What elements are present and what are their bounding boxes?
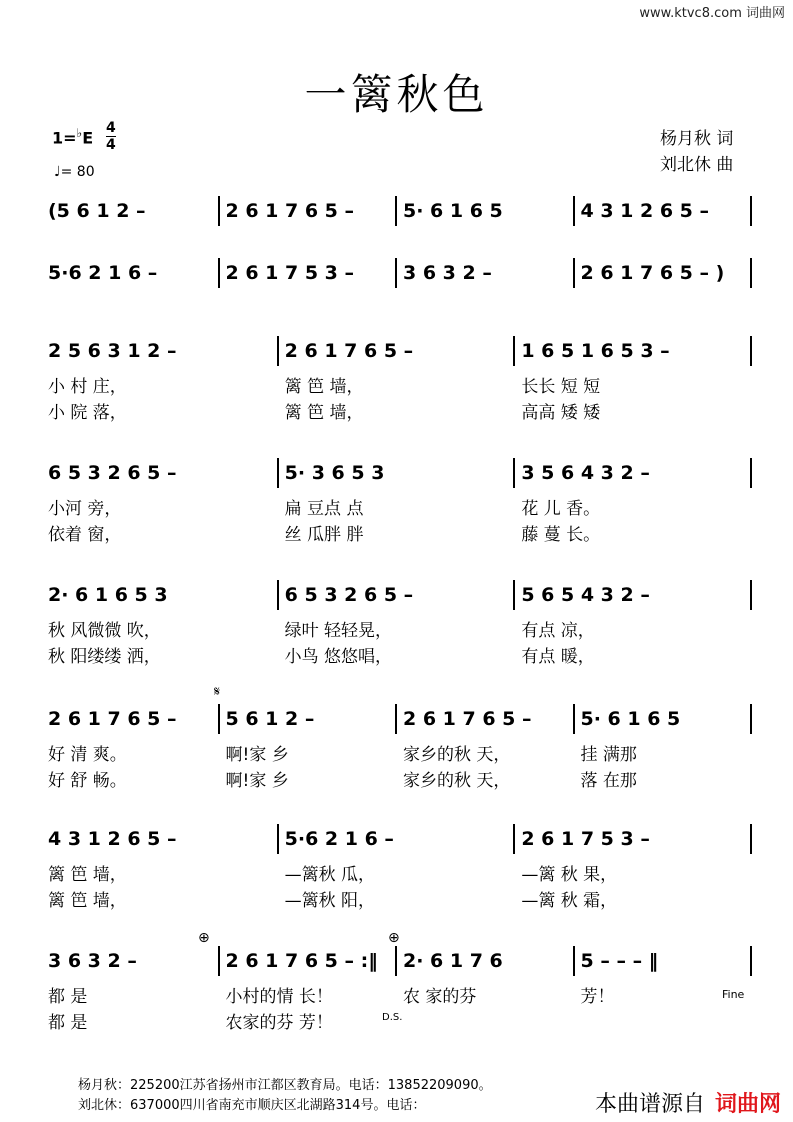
lyric-segment: 挂 满那 [580, 745, 637, 765]
lyric-segment: 篱 笆 墙， [284, 377, 364, 397]
source-credit [595, 1087, 781, 1118]
key-flat: ♭ [76, 126, 83, 140]
measure: 2 6 1 7 5 3 – [521, 828, 650, 850]
lyric-segment: 扁 豆点 点 [284, 499, 364, 519]
lyric-segment: 篱 笆 墙， [48, 891, 127, 911]
lyric-segment: 好 清 爽。 [48, 745, 127, 765]
measure: 5 6 5 4 3 2 – [521, 584, 650, 606]
notes-row [40, 704, 760, 734]
notes-row [40, 196, 760, 226]
lyric-segment: 秋 阳缕缕 洒， [48, 647, 161, 667]
song-title: 一篱秋色 [304, 70, 489, 119]
measure: 2 6 1 7 6 5 – [48, 708, 177, 730]
notes-row [40, 824, 760, 854]
bar-line [218, 196, 220, 226]
key-signature [52, 126, 93, 147]
bar-line [395, 196, 397, 226]
measure: 4 3 1 2 6 5 – [580, 200, 710, 222]
notes-row [40, 458, 760, 488]
measure: 2 6 1 7 6 5 – [284, 340, 414, 362]
bar-line [513, 458, 515, 488]
lyric-segment: 好 舒 畅。 [48, 771, 127, 791]
lyric-segment: —篱秋 阳， [284, 891, 376, 911]
lyric-segment: 都 是 [48, 1013, 88, 1033]
lyric-segment: 啊!家 乡 [225, 771, 289, 791]
bar-line [750, 196, 752, 226]
lyric-segment: —篱 秋 霜， [521, 891, 618, 911]
notes-row [40, 258, 760, 288]
bar-line [218, 946, 220, 976]
bar-line [395, 258, 397, 288]
lyric-segment: 落 在那 [580, 771, 637, 791]
bar-line [513, 580, 515, 610]
source-text: 本曲谱源自 [594, 1092, 705, 1117]
measure: 5· 6 1 6 5 [580, 708, 681, 730]
bar-line [750, 824, 752, 854]
lyric-segment: 高高 矮 矮 [521, 403, 601, 423]
site-watermark: www.ktvc8.com 词曲网 [639, 6, 785, 21]
footer-lyricist-address: 杨月秋：225200江苏省扬州市江都区教育局。电话：13852209090。 [78, 1078, 492, 1093]
bar-line [277, 336, 279, 366]
lyric-segment: 有点 暖， [521, 647, 595, 667]
bar-line [573, 704, 575, 734]
measure: 5 – – – ‖ [580, 950, 659, 972]
measure: 2 6 1 7 6 5 – :‖ [225, 950, 378, 972]
lyric-segment: 家乡的秋 天， [403, 745, 511, 765]
lyric-segment: 有点 凉， [521, 621, 595, 641]
lyric-segment: —篱 秋 果， [521, 865, 618, 885]
lyric-segment: 篱 笆 墙， [284, 403, 364, 423]
bar-line [277, 580, 279, 610]
source-site: 词曲网 [714, 1092, 781, 1117]
bar-line [513, 336, 515, 366]
lyric-segment: 秋 风微微 吹， [48, 621, 161, 641]
measure: 5· 3 6 5 3 [284, 462, 385, 484]
bar-line [750, 458, 752, 488]
lyric-segment: 花 儿 香。 [521, 499, 601, 519]
key-note: E [82, 128, 94, 148]
segno-sign: 𝄋 [214, 684, 221, 700]
coda-sign-1: ⊕ [198, 930, 210, 946]
bar-line [277, 458, 279, 488]
measure: 5·6 2 1 6 – [284, 828, 394, 850]
lyric-segment: 藤 蔓 长。 [521, 525, 601, 545]
lyric-segment: 农 家的芬 [403, 987, 477, 1007]
lyric-segment: 啊!家 乡 [225, 745, 289, 765]
bar-line [218, 258, 220, 288]
bar-line [750, 258, 752, 288]
bar-line [218, 704, 220, 734]
measure: 2 6 1 7 6 5 – [225, 200, 355, 222]
lyric-segment: 芳！ [580, 987, 615, 1007]
lyric-segment: 小 村 庄， [48, 377, 127, 397]
bar-line [750, 580, 752, 610]
measure: 2· 6 1 7 6 [403, 950, 503, 972]
measure: (5 6 1 2 – [48, 200, 146, 222]
fine-mark: Fine [722, 988, 745, 1001]
lyricist-credit: 杨月秋 词 [660, 129, 734, 149]
lyric-segment: 都 是 [48, 987, 88, 1007]
time-signature [106, 120, 116, 153]
lyric-segment: 绿叶 轻轻晃， [284, 621, 393, 641]
tempo-mark: ♩= 80 [54, 164, 95, 180]
bar-line [395, 704, 397, 734]
bar-line [573, 196, 575, 226]
lyric-segment: 依着 窗， [48, 525, 122, 545]
bar-line [750, 336, 752, 366]
meter-top: 4 [106, 120, 116, 136]
bar-line [573, 946, 575, 976]
measure: 6 5 3 2 6 5 – [284, 584, 414, 606]
bar-line [513, 824, 515, 854]
measure: 5·6 2 1 6 – [48, 262, 158, 284]
bar-line [573, 258, 575, 288]
lyric-segment: 长长 短 短 [521, 377, 601, 397]
meter-bottom: 4 [106, 137, 116, 153]
measure: 5 6 1 2 – [225, 708, 315, 730]
measure: 2 6 1 7 6 5 – [403, 708, 532, 730]
coda-sign-2: ⊕ [388, 930, 400, 946]
measure: 2 6 1 7 6 5 – ) [580, 262, 725, 284]
measure: 3 6 3 2 – [48, 950, 137, 972]
notes-row [40, 336, 760, 366]
measure: 5· 6 1 6 5 [403, 200, 503, 222]
bar-line [395, 946, 397, 976]
measure: 2 5 6 3 1 2 – [48, 340, 177, 362]
key-prefix: 1= [52, 128, 77, 148]
measure: 3 5 6 4 3 2 – [521, 462, 650, 484]
lyric-segment: 家乡的秋 天， [403, 771, 511, 791]
lyric-segment: 农家的芬 芳！ [225, 1013, 333, 1033]
measure: 1 6 5 1 6 5 3 – [521, 340, 670, 362]
measure: 2 6 1 7 5 3 – [225, 262, 355, 284]
lyric-segment: 小河 旁， [48, 499, 122, 519]
lyric-segment: 小 院 落， [48, 403, 127, 423]
lyric-segment: 小村的情 长！ [225, 987, 333, 1007]
notes-row [40, 946, 760, 976]
measure: 6 5 3 2 6 5 – [48, 462, 177, 484]
bar-line [750, 704, 752, 734]
lyric-segment: 篱 笆 墙， [48, 865, 127, 885]
lyric-segment: 丝 瓜胖 胖 [284, 525, 364, 545]
bar-line [277, 824, 279, 854]
ds-mark: D.S. [382, 1012, 403, 1023]
notes-row [40, 580, 760, 610]
lyric-segment: 小鸟 悠悠唱， [284, 647, 393, 667]
lyric-segment: —篱秋 瓜， [284, 865, 376, 885]
measure: 3 6 3 2 – [403, 262, 492, 284]
footer-composer-address: 刘北休：637000四川省南充市顺庆区北湖路314号。电话： [78, 1098, 426, 1113]
measure: 2· 6 1 6 5 3 [48, 584, 168, 606]
bar-line [750, 946, 752, 976]
composer-credit: 刘北休 曲 [660, 155, 734, 175]
measure: 4 3 1 2 6 5 – [48, 828, 177, 850]
